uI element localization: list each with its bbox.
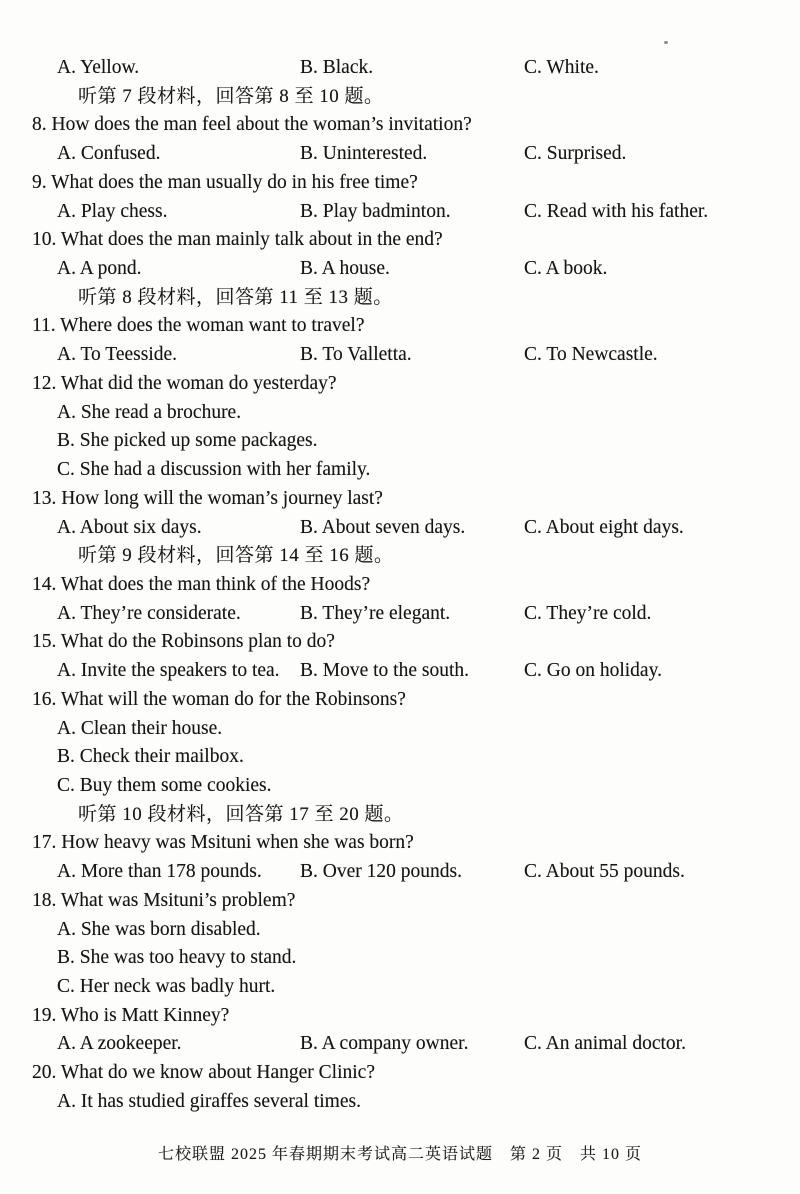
listening-instruction: 听第 10 段材料，回答第 17 至 20 题。 bbox=[78, 803, 404, 825]
answer-option-a: A. Yellow. bbox=[57, 57, 140, 78]
listening-instruction: 听第 8 段材料，回答第 11 至 13 题。 bbox=[78, 286, 393, 308]
options-row bbox=[0, 600, 800, 629]
answer-option-a: A. More than 178 pounds. bbox=[57, 861, 262, 883]
answer-option-c: C. A book. bbox=[524, 258, 608, 280]
answer-option-b: B. A company owner. bbox=[300, 1033, 469, 1055]
answer-option-a: A. A pond. bbox=[57, 258, 142, 280]
question-line: 15. What do the Robinsons plan to do? bbox=[32, 631, 335, 653]
answer-option-c: C. White. bbox=[524, 57, 599, 78]
answer-option-line: B. Check their mailbox. bbox=[57, 746, 244, 768]
options-row bbox=[0, 514, 800, 543]
answer-option-c: C. They’re cold. bbox=[524, 602, 652, 624]
options-row bbox=[0, 341, 800, 370]
answer-option-c: C. About 55 pounds. bbox=[524, 861, 685, 883]
answer-option-line: C. Buy them some cookies. bbox=[57, 774, 272, 796]
answer-option-a: A. Invite the speakers to tea. bbox=[57, 660, 280, 682]
options-row bbox=[0, 1030, 800, 1059]
options-row bbox=[0, 255, 800, 284]
page-footer: 七校联盟 2025 年春期期末考试高二英语试题 第 2 页 共 10 页 bbox=[157, 1146, 642, 1163]
answer-option-b: B. Over 120 pounds. bbox=[300, 861, 462, 883]
options-row bbox=[0, 54, 800, 83]
answer-option-b: B. To Valletta. bbox=[300, 344, 412, 366]
answer-option-line: C. Her neck was badly hurt. bbox=[57, 976, 276, 997]
options-row bbox=[0, 657, 800, 686]
answer-option-line: A. She read a brochure. bbox=[57, 401, 242, 423]
answer-option-c: C. Read with his father. bbox=[524, 200, 709, 222]
answer-option-c: C. Surprised. bbox=[524, 143, 627, 165]
question-line: 10. What does the man mainly talk about in the end? bbox=[32, 229, 443, 251]
exam-lines bbox=[0, 54, 800, 1117]
answer-option-b: B. Move to the south. bbox=[300, 660, 469, 682]
question-line: 14. What does the man think of the Hoods? bbox=[32, 573, 371, 595]
answer-option-line: B. She was too heavy to stand. bbox=[57, 947, 297, 969]
answer-option-b: B. Uninterested. bbox=[300, 143, 428, 165]
answer-option-b: B. Black. bbox=[300, 57, 374, 78]
answer-option-a: A. A zookeeper. bbox=[57, 1033, 182, 1055]
answer-option-c: C. About eight days. bbox=[524, 516, 684, 538]
scan-artifact-dot bbox=[664, 41, 668, 44]
answer-option-c: C. To Newcastle. bbox=[524, 344, 658, 366]
listening-instruction: 听第 9 段材料，回答第 14 至 16 题。 bbox=[78, 545, 394, 567]
answer-option-line: B. She picked up some packages. bbox=[57, 430, 318, 452]
answer-option-line: A. Clean their house. bbox=[57, 717, 223, 739]
listening-instruction: 听第 7 段材料，回答第 8 至 10 题。 bbox=[78, 85, 384, 107]
options-row bbox=[0, 858, 800, 887]
answer-option-line: A. She was born disabled. bbox=[57, 918, 261, 940]
answer-option-b: B. They’re elegant. bbox=[300, 602, 451, 624]
answer-option-b: B. A house. bbox=[300, 258, 390, 280]
options-row bbox=[0, 198, 800, 227]
question-line: 9. What does the man usually do in his free time? bbox=[32, 171, 418, 193]
question-line: 11. Where does the woman want to travel? bbox=[32, 315, 365, 337]
question-line: 18. What was Msituni’s problem? bbox=[32, 889, 296, 911]
answer-option-a: A. They’re considerate. bbox=[57, 602, 241, 624]
answer-option-a: A. To Teesside. bbox=[57, 344, 178, 366]
question-line: 19. Who is Matt Kinney? bbox=[32, 1004, 230, 1026]
question-line: 20. What do we know about Hanger Clinic? bbox=[32, 1062, 375, 1084]
question-line: 13. How long will the woman’s journey last? bbox=[32, 487, 383, 509]
question-line: 8. How does the man feel about the woman’s invitation? bbox=[32, 114, 472, 136]
answer-option-b: B. About seven days. bbox=[300, 516, 466, 538]
answer-option-a: A. Confused. bbox=[57, 143, 161, 165]
answer-option-a: A. About six days. bbox=[57, 516, 202, 538]
answer-option-line: A. It has studied giraffes several times. bbox=[57, 1090, 361, 1112]
answer-option-c: C. Go on holiday. bbox=[524, 660, 662, 682]
question-line: 17. How heavy was Msituni when she was born? bbox=[32, 832, 414, 854]
answer-option-line: C. She had a discussion with her family. bbox=[57, 459, 371, 481]
answer-option-c: C. An animal doctor. bbox=[524, 1033, 686, 1055]
question-line: 12. What did the woman do yesterday? bbox=[32, 372, 337, 394]
answer-option-b: B. Play badminton. bbox=[300, 200, 451, 222]
answer-option-a: A. Play chess. bbox=[57, 200, 168, 222]
question-line: 16. What will the woman do for the Robinsons? bbox=[32, 688, 406, 710]
options-row bbox=[0, 140, 800, 169]
